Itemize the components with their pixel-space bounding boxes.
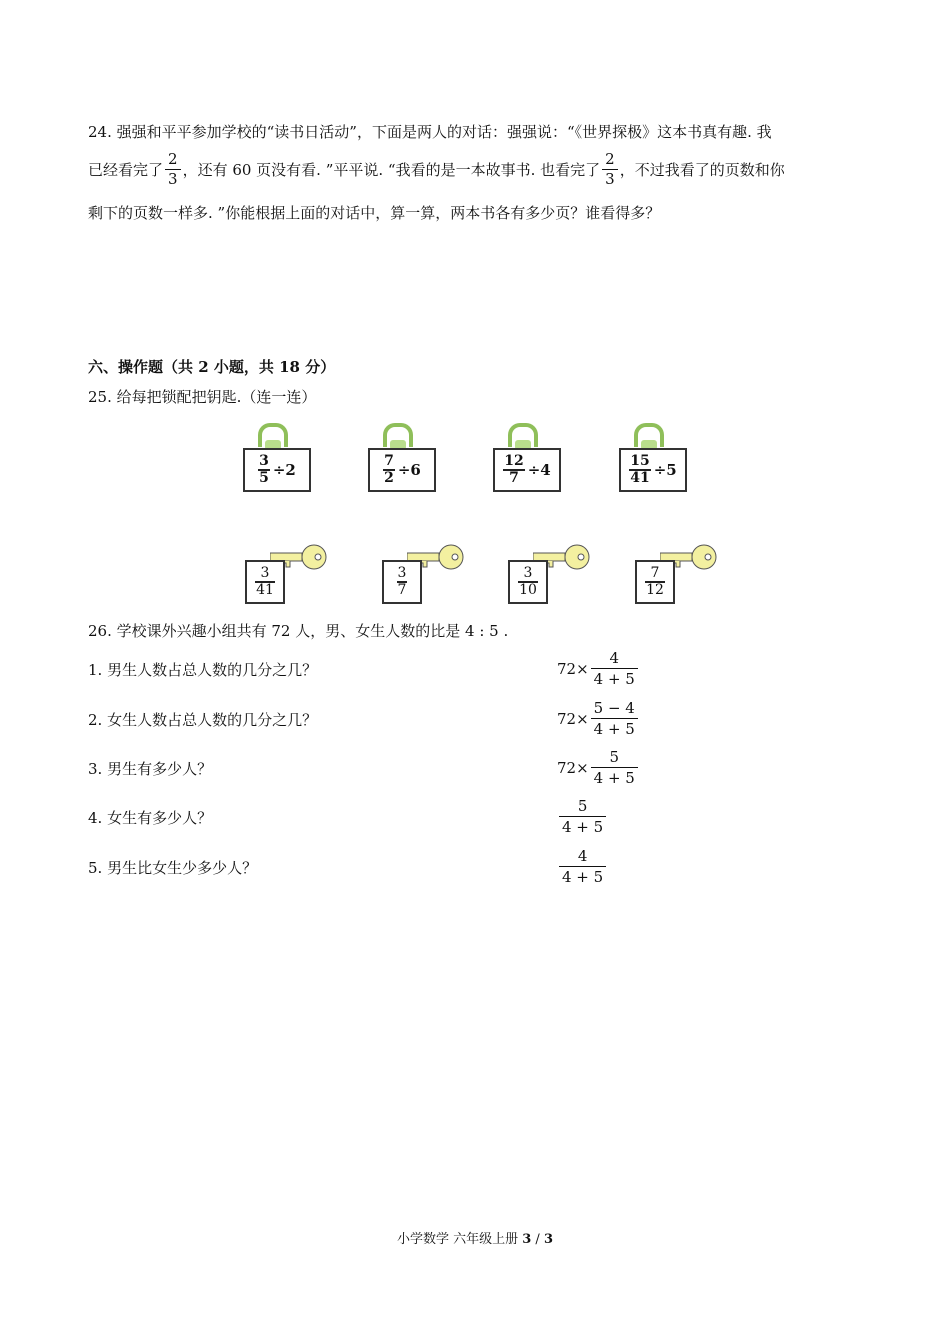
key-fraction — [397, 566, 408, 598]
key-fraction — [518, 566, 538, 598]
fraction-denominator: 3 — [602, 169, 618, 189]
key-den: 12 — [646, 582, 664, 598]
key-tag[interactable] — [245, 560, 285, 604]
expr-num: 4 — [609, 649, 620, 667]
footer-page: 3 — [522, 1232, 532, 1247]
expr-fraction — [591, 747, 638, 788]
lock-den: 41 — [630, 470, 650, 486]
section6-mid: 小题，共 — [208, 358, 280, 376]
q25-title: 25. 给每把锁配把钥匙.（连一连） — [88, 388, 317, 406]
expr-num: 5 — [577, 797, 588, 815]
lock-op: ÷5 — [653, 461, 677, 479]
fraction-two-thirds — [165, 150, 181, 189]
lock-fraction — [383, 454, 395, 486]
lock-num: 15 — [630, 453, 650, 469]
expr-den: 4 + 5 — [591, 767, 638, 788]
section6-heading — [88, 357, 335, 377]
lock-den: 2 — [384, 470, 394, 486]
lock-den: 5 — [259, 470, 269, 486]
expr-fraction — [591, 698, 638, 739]
q26-expression-1[interactable] — [557, 648, 640, 689]
key-num: 3 — [397, 565, 407, 581]
q24-line1: 24. 强强和平平参加学校的“读书日活动”，下面是两人的对话：强强说：“《世界探极》这本书真有趣. 我 — [88, 123, 772, 141]
q26-question-3[interactable]: 3. 男生有多少人？ — [88, 760, 213, 778]
lock-fraction — [503, 454, 524, 486]
fraction-numerator: 2 — [168, 150, 178, 168]
key-num: 3 — [260, 565, 270, 581]
q24-line3: 剩下的页数一样多. ”你能根据上面的对话中，算一算，两本书各有多少页？谁看得多？ — [88, 204, 661, 222]
q24-line2-a: 已经看完了 — [88, 160, 164, 179]
lock-op: ÷2 — [272, 461, 296, 479]
expr-den: 4 + 5 — [559, 816, 606, 837]
expr-den: 4 + 5 — [591, 718, 638, 739]
expr-prefix: 72× — [557, 758, 589, 777]
key-tag[interactable] — [508, 560, 548, 604]
q26-question-2[interactable]: 2. 女生人数占总人数的几分之几？ — [88, 711, 318, 729]
lock-num: 3 — [259, 453, 269, 469]
q26-expression-5[interactable] — [557, 846, 608, 887]
key-den: 41 — [256, 582, 274, 598]
key-num: 3 — [523, 565, 533, 581]
expr-prefix: 72× — [557, 659, 589, 678]
expr-num: 5 − 4 — [593, 699, 635, 717]
lock-num: 12 — [504, 453, 524, 469]
page-footer — [0, 1230, 950, 1250]
expr-fraction — [591, 648, 638, 689]
expr-fraction — [559, 846, 606, 887]
expr-num: 4 — [577, 847, 588, 865]
lock-body[interactable] — [493, 448, 561, 492]
q26-expression-3[interactable] — [557, 747, 640, 788]
key-num: 7 — [650, 565, 660, 581]
lock-body[interactable] — [243, 448, 311, 492]
q24-line2 — [88, 150, 785, 189]
lock-fraction — [629, 454, 650, 486]
lock-den: 7 — [503, 469, 524, 486]
section6-num2: 18 — [279, 358, 300, 376]
lock-num: 7 — [384, 453, 394, 469]
footer-subject: 小学数学 六年级上册 — [396, 1232, 523, 1247]
expr-den: 4 + 5 — [559, 866, 606, 887]
q26-question-4[interactable]: 4. 女生有多少人？ — [88, 809, 213, 827]
q24-line2-b: ，还有 60 页没有看. ”平平说. “我看的是一本故事书. 也看完了 — [182, 160, 601, 179]
key-tag[interactable] — [382, 560, 422, 604]
expr-den: 4 + 5 — [591, 668, 638, 689]
key-den: 10 — [519, 582, 537, 598]
expr-prefix: 72× — [557, 709, 589, 728]
footer-total: 3 — [543, 1232, 553, 1247]
key-tag[interactable] — [635, 560, 675, 604]
footer-sep: / — [531, 1232, 544, 1247]
lock-body[interactable] — [619, 448, 687, 492]
section6-num1: 2 — [198, 358, 209, 376]
expr-fraction — [559, 796, 606, 837]
section6-suffix: 分） — [300, 358, 336, 376]
key-den: 7 — [397, 582, 407, 598]
lock-op: ÷4 — [527, 461, 551, 479]
q26-question-5[interactable]: 5. 男生比女生少多少人？ — [88, 859, 258, 877]
fraction-two-thirds-2 — [602, 150, 618, 189]
q26-expression-2[interactable] — [557, 698, 640, 739]
lock-body[interactable] — [368, 448, 436, 492]
key-fraction — [255, 566, 275, 598]
q24-line2-c: ，不过我看了的页数和你 — [619, 160, 785, 179]
fraction-denominator: 3 — [165, 169, 181, 189]
lock-op: ÷6 — [397, 461, 421, 479]
q26-question-1[interactable]: 1. 男生人数占总人数的几分之几？ — [88, 661, 318, 679]
expr-num: 5 — [609, 748, 620, 766]
key-fraction — [645, 566, 665, 598]
q26-title: 26. 学校课外兴趣小组共有 72 人，男、女生人数的比是 4 : 5 . — [88, 622, 509, 640]
fraction-numerator: 2 — [605, 150, 615, 168]
q26-expression-4[interactable] — [557, 796, 608, 837]
section6-prefix: 六、操作题（共 — [88, 358, 199, 376]
lock-fraction — [258, 454, 270, 486]
